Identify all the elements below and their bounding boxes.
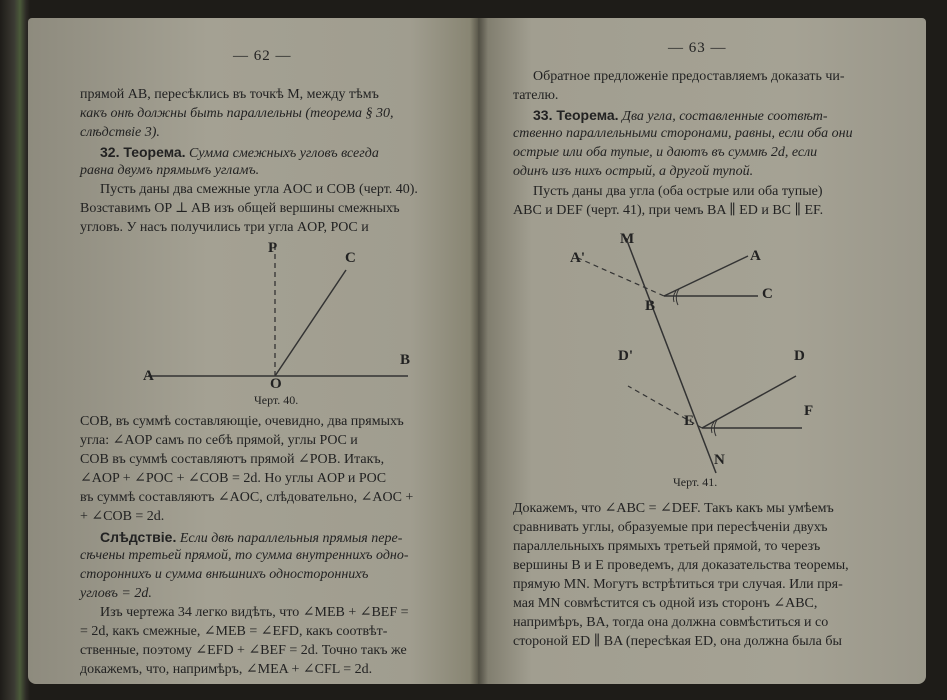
text-line: Обратное предложеніе предоставляемъ доказать чи- [533, 69, 845, 84]
theorem-33-line: одинъ изъ нихъ острый, а другой тупой. [513, 164, 754, 179]
text-line: Изъ чертежа 34 легко видѣть, что ∠MEB + ∠BEF = [100, 605, 409, 620]
corollary-title: Слѣдствіе. [100, 529, 177, 545]
text-line: вершины B и E проведемъ, для доказательства теоремы, [513, 558, 849, 573]
theorem-32-text: Сумма смежныхъ угловъ всегда [189, 146, 379, 161]
label-p: P [268, 240, 278, 256]
book-gutter [470, 18, 488, 684]
label-c: C [762, 286, 773, 302]
label-c: C [345, 250, 356, 266]
theorem-33-text: Два угла, составленные соотвѣт- [622, 109, 828, 124]
label-m: M [620, 231, 635, 247]
text-line: + ∠COB = 2d. [80, 509, 165, 524]
text-line: ABC и DEF (черт. 41), при чемъ BA ∥ ED и BC ∥ EF. [513, 203, 824, 218]
text-line: прямую MN. Могутъ встрѣтиться три случая. Или пря- [513, 577, 843, 592]
text-line: ∠AOP + ∠POC + ∠COB = 2d. Но углы AOP и POC [80, 471, 387, 486]
label-e: E [684, 413, 695, 429]
page-number-left: — 62 — [233, 48, 292, 64]
text-line: угловъ. У насъ получились три угла AOP, POC и [80, 220, 369, 235]
figure-41 [478, 218, 926, 478]
label-b: B [645, 298, 656, 314]
text-line: Пусть даны два угла (оба острые или оба тупые) [533, 184, 823, 199]
text-line: напримѣръ, BA, тогда она должна совмѣститься и со [513, 615, 829, 630]
label-f: F [804, 403, 814, 419]
theorem-32-line-2: равна двумъ прямымъ угламъ. [80, 163, 260, 178]
theorem-33-line-1 [533, 106, 828, 126]
text-line: сравнивать углы, образуемые при пересѣченіи двухъ [513, 520, 828, 535]
label-d: D [794, 348, 805, 364]
text-line: = 2d, какъ смежные, ∠MEB = ∠EFD, какъ соотвѣт- [80, 624, 388, 639]
text-line: угла: ∠AOP самъ по себѣ прямой, углы POC и [80, 433, 358, 448]
text-line: какъ онѣ должны быть параллельны (теорема § 30, [80, 106, 394, 121]
corollary-line-1 [100, 528, 402, 548]
theorem-33-title: 33. Теорема. [533, 107, 619, 123]
text-line: COB, въ суммѣ составляющіе, очевидно, два прямыхъ [80, 414, 404, 429]
label-a: A [143, 368, 154, 384]
theorem-32-line-1 [100, 143, 379, 163]
text-line: ственные, поэтому ∠EFD + ∠BEF = 2d. Точно такъ же [80, 643, 407, 658]
text-line: тателю. [513, 88, 559, 103]
figure-40-caption: Черт. 40. [254, 393, 299, 407]
label-a-prime: A' [570, 250, 585, 266]
corollary-text: Если двѣ параллельныя прямыя пере- [179, 531, 403, 546]
text-line: Пусть даны два смежные угла AOC и COB (черт. 40). [100, 182, 418, 197]
label-b: B [400, 352, 411, 368]
text-line: стороной ED ∥ BA (пересѣкая ED, она должна была бы [513, 634, 842, 649]
corollary-line: угловъ = 2d. [80, 586, 152, 601]
text-line: слѣдствіе 3). [80, 125, 160, 140]
figure-40 [28, 228, 478, 408]
text-line: прямой AB, пересѣклись въ точкѣ M, между тѣмъ [80, 87, 379, 102]
text-line: Докажемъ, что ∠ABC = ∠DEF. Такъ какъ мы умѣемъ [513, 501, 834, 516]
label-o: O [270, 376, 282, 392]
corollary-line: сѣчены третьей прямой, то сумма внутреннихъ одно- [80, 548, 409, 563]
text-line: мая MN совмѣстится съ одной изъ сторонъ ∠ABC, [513, 596, 818, 611]
text-line: докажемъ, что, напримѣръ, ∠MEA + ∠CFL = 2d. [80, 662, 373, 677]
corollary-line: стороннихъ и сумма внѣшнихъ одностороннихъ [80, 567, 369, 582]
label-a: A [750, 248, 761, 264]
text-line: въ суммѣ составляютъ ∠AOC, слѣдовательно, ∠AOC + [80, 490, 414, 505]
theorem-32-title: 32. Теорема. [100, 144, 186, 160]
theorem-33-line: острые или оба тупые, и даютъ въ суммѣ 2d, если [513, 145, 818, 160]
label-n: N [714, 452, 725, 468]
figure-41-caption: Черт. 41. [673, 475, 718, 489]
text-line: параллельныхъ прямыхъ третьей прямой, то черезъ [513, 539, 821, 554]
left-page [28, 18, 478, 684]
text-line: COB въ суммѣ составляютъ прямой ∠POB. Итакъ, [80, 452, 385, 467]
text-line: Возставимъ OP ⊥ AB изъ общей вершины смежныхъ [80, 201, 400, 216]
page-number-right: — 63 — [668, 40, 727, 56]
label-d-prime: D' [618, 348, 633, 364]
right-page [478, 18, 926, 684]
theorem-33-line: ственно параллельными сторонами, равны, если оба они [513, 126, 853, 141]
